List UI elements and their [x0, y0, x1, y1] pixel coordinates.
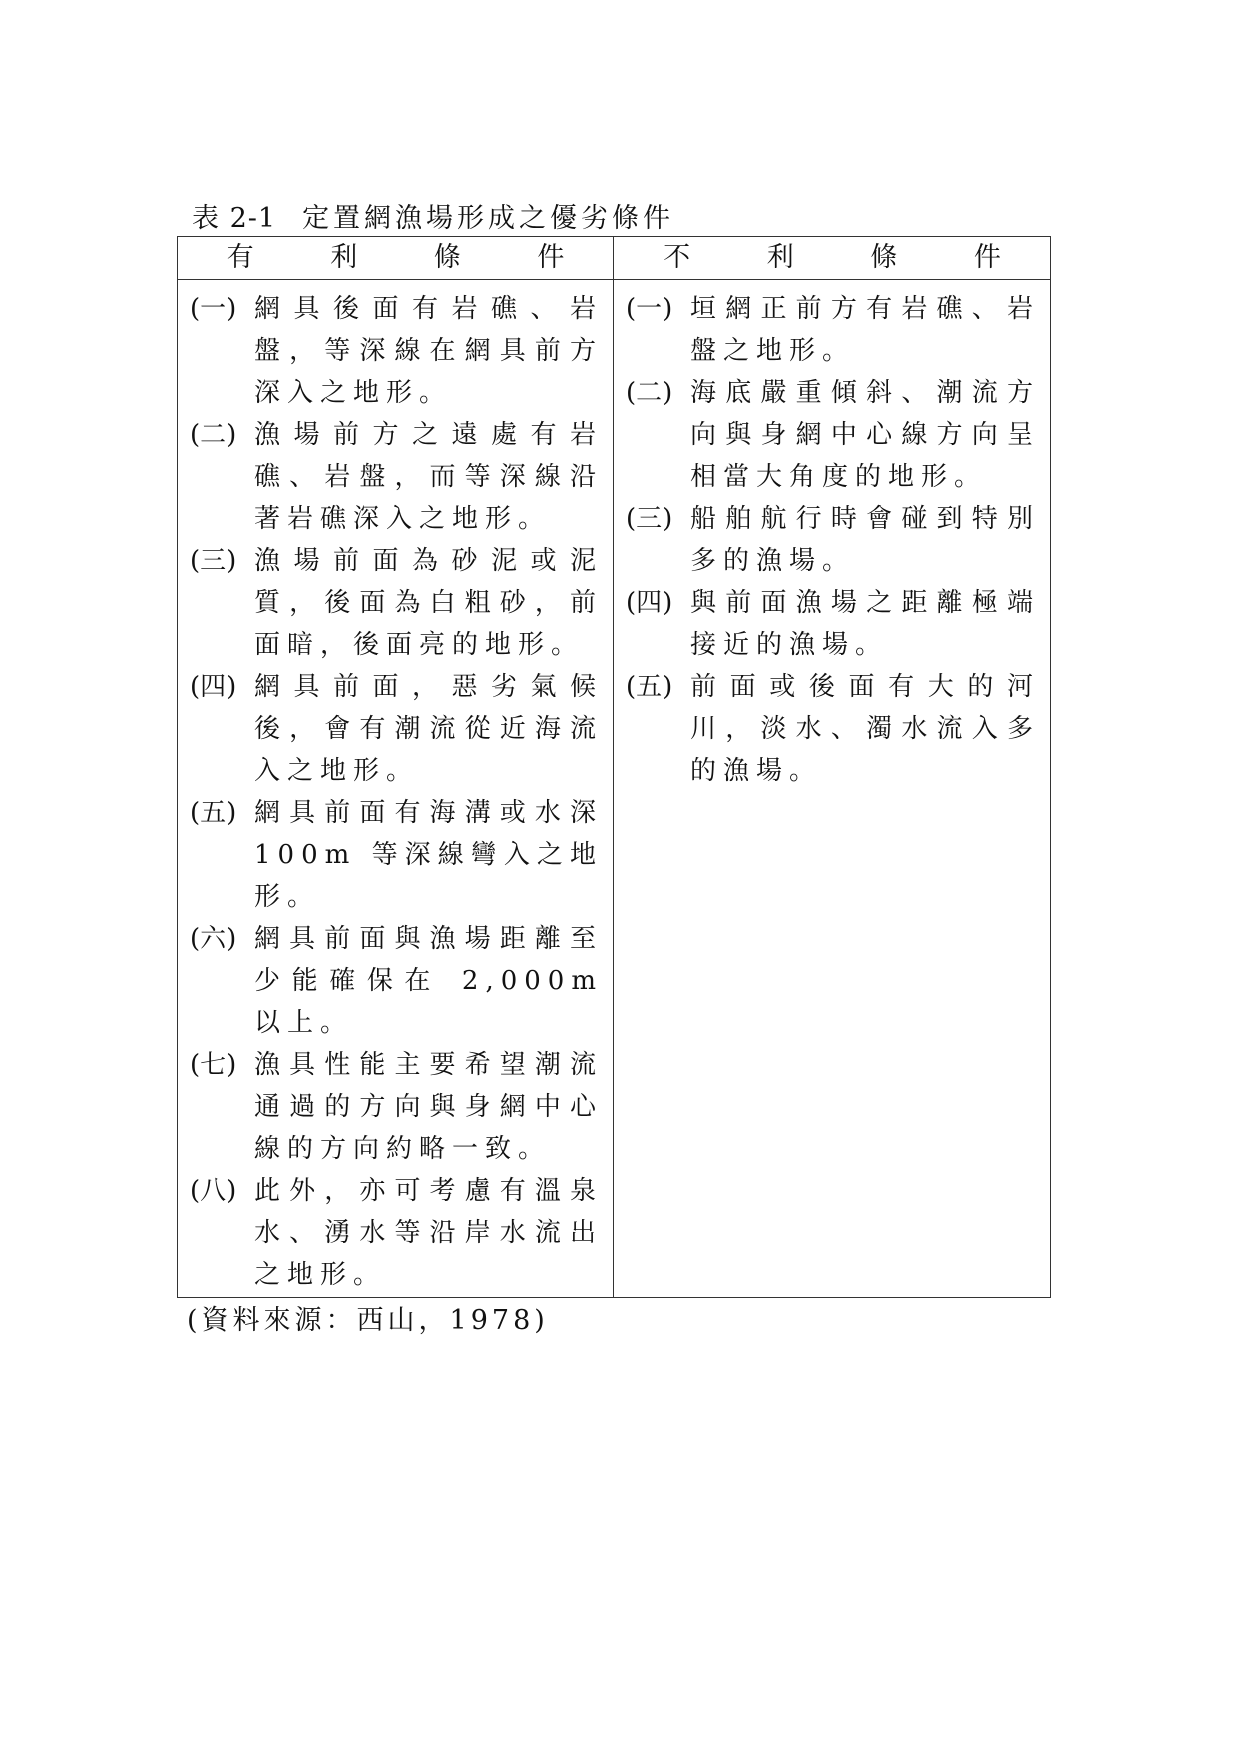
- table-header-row: [178, 237, 1051, 280]
- item-number: (三): [190, 546, 237, 576]
- list-item: [626, 288, 1040, 372]
- item-number: (五): [190, 798, 237, 828]
- item-number: (六): [190, 924, 237, 954]
- item-text: 此外，亦可考慮有溫泉水、湧水等沿岸水流出之地形。: [254, 1176, 603, 1290]
- item-number: (四): [626, 588, 673, 618]
- item-text: 漁具性能主要希望潮流通過的方向與身網中心線的方向約略一致。: [254, 1050, 603, 1164]
- list-item: [190, 1170, 603, 1296]
- list-item: [626, 372, 1040, 498]
- item-text: 與前面漁場之距離極端接近的漁場。: [690, 588, 1040, 660]
- table-title: 定置網漁場形成之優劣條件: [302, 203, 675, 234]
- item-number: (五): [626, 672, 673, 702]
- item-number: (四): [190, 672, 237, 702]
- item-number: (三): [626, 504, 673, 534]
- list-item: [626, 498, 1040, 582]
- list-item: [190, 540, 603, 666]
- table-number: 表 2-1: [192, 203, 277, 234]
- item-number: (二): [626, 378, 673, 408]
- list-item: [626, 582, 1040, 666]
- list-item: [190, 414, 603, 540]
- list-item: [190, 792, 603, 918]
- item-text: 網具前面有海溝或水深100m 等深線彎入之地形。: [254, 798, 603, 912]
- table-caption: [192, 196, 674, 235]
- header-favorable: 有 利 條 件: [178, 237, 614, 280]
- item-text: 前面或後面有大的河川，淡水、濁水流入多的漁場。: [690, 672, 1040, 786]
- item-text: 網具後面有岩礁、岩盤，等深線在網具前方深入之地形。: [254, 294, 603, 408]
- item-number: (一): [190, 294, 237, 324]
- item-text: 漁場前方之遠處有岩礁、岩盤，而等深線沿著岩礁深入之地形。: [254, 420, 603, 534]
- header-unfavorable: 不 利 條 件: [614, 237, 1051, 280]
- item-text: 網具前面，惡劣氣候後，會有潮流從近海流入之地形。: [254, 672, 603, 786]
- item-text: 船舶航行時會碰到特別多的漁場。: [690, 504, 1040, 576]
- list-item: [626, 666, 1040, 792]
- item-number: (七): [190, 1050, 237, 1080]
- table-body-row: [178, 280, 1051, 1298]
- item-number: (二): [190, 420, 237, 450]
- unfavorable-column: [614, 280, 1051, 1298]
- item-text: 海底嚴重傾斜、潮流方向與身網中心線方向呈相當大角度的地形。: [690, 378, 1040, 492]
- conditions-table: [177, 236, 1051, 1298]
- source-note: (資料來源：西山，1978): [187, 1305, 549, 1336]
- list-item: [190, 288, 603, 414]
- item-text: 垣網正前方有岩礁、岩盤之地形。: [690, 294, 1040, 366]
- list-item: [190, 918, 603, 1044]
- item-text: 網具前面與漁場距離至少能確保在 2,000m 以上。: [254, 924, 603, 1038]
- favorable-column: [178, 280, 614, 1298]
- list-item: [190, 666, 603, 792]
- list-item: [190, 1044, 603, 1170]
- item-number: (一): [626, 294, 673, 324]
- item-number: (八): [190, 1176, 237, 1206]
- item-text: 漁場前面為砂泥或泥質，後面為白粗砂，前面暗，後面亮的地形。: [254, 546, 603, 660]
